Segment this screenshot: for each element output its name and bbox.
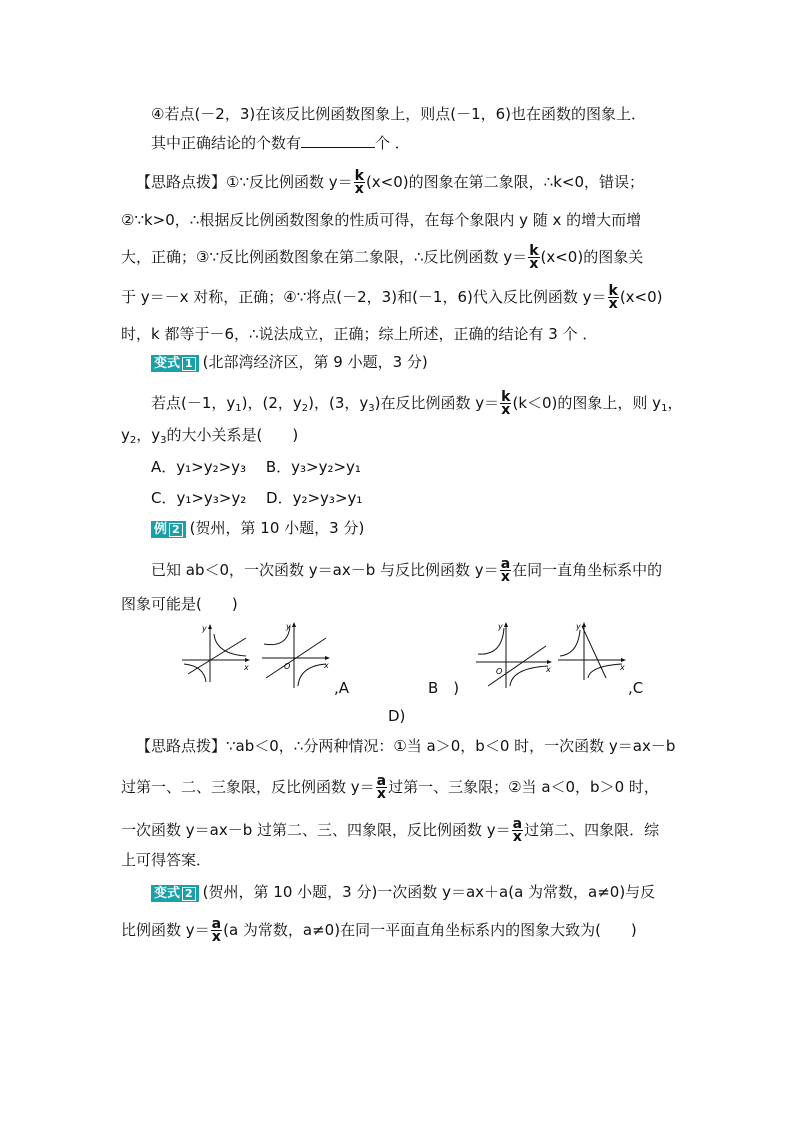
variant-2-line-2: 比例函数 y＝ $\frac{a}{x}$ (a 为常数，a≠0)在同一平面直角坐标系内的图象大致为( )	[121, 916, 637, 945]
hint2-line-3: 一次函数 y＝ax－b 过第二、三、四象限，反比例函数 y＝ $\frac{a}{x}$ 过第二、四象限．综	[121, 816, 660, 845]
svg-text:x: x	[324, 661, 329, 670]
fraction-a-over-x: $\frac{a}{x}$	[512, 816, 523, 845]
example-tag: 例 2	[151, 521, 186, 538]
caption-b: B )	[428, 679, 460, 697]
variant-2-line-1: 变式 2 (贺州，第 10 小题，3 分)一次函数 y＝ax＋a(a 为常数，a≠0)与反	[151, 882, 655, 902]
graph-option-a[interactable]	[180, 622, 252, 684]
option-row-ab[interactable]: A．y₁>y₂>y₃ B．y₃>y₂>y₁	[151, 458, 361, 476]
example-2-header	[151, 518, 364, 538]
fraction-k-over-x: $\frac{k}{x}$	[501, 389, 511, 418]
svg-text:y: y	[498, 622, 503, 631]
svg-text:O: O	[496, 667, 503, 676]
hint-text: 【思路点拨】①∵反比例函数 y＝	[136, 173, 353, 191]
hint-line-1	[136, 170, 644, 195]
caption-a: ,A	[334, 679, 350, 697]
graph-option-c[interactable]	[474, 620, 554, 690]
variant-tag: 变式 2	[151, 885, 199, 902]
question-line	[151, 133, 410, 153]
variant-1-question-2: $y_2$，$y_3$的大小关系是( )	[121, 426, 299, 446]
fraction-k-over-x: $\frac{k}{x}$	[529, 243, 539, 272]
hint2-line-1: 【思路点拨】∵ab＜0，∴分两种情况：①当 a＞0，b＜0 时，一次函数 y＝ax－b	[136, 737, 676, 755]
example-2-question: 已知 ab＜0，一次函数 y＝ax－b 与反比例函数 y＝ $\frac{a}{x}$ 在同一直角坐标系中的	[151, 556, 663, 585]
hint-text: (x<0)的图象关	[540, 248, 644, 266]
svg-text:O: O	[284, 662, 291, 671]
svg-text:y: y	[576, 622, 581, 631]
svg-text:y: y	[202, 624, 207, 633]
hint2-line-4: 上可得答案．	[121, 851, 212, 869]
question-tail: 个 ．	[375, 134, 410, 152]
fraction-a-over-x: $\frac{a}{x}$	[376, 773, 387, 802]
variant-source: (北部湾经济区，第 9 小题，3 分)	[202, 353, 428, 371]
statement-4: ④若点(－2，3)在该反比例函数图象上，则点(－1，6)也在函数的图象上．	[151, 105, 647, 123]
svg-text:x: x	[546, 665, 551, 674]
hint-line-5: 时，k 都等于－6，∴说法成立，正确；综上所述，正确的结论有 3 个 ．	[121, 325, 598, 343]
hint2-line-2: 过第一、二、三象限，反比例函数 y＝ $\frac{a}{x}$ 过第一、三象限；②当 a＜0，b＞0 时，	[121, 773, 659, 802]
graph-option-b[interactable]	[260, 620, 332, 690]
caption-d: D)	[388, 707, 406, 725]
example-source: (贺州，第 10 小题，3 分)	[189, 519, 365, 537]
hint-text: 于 y＝－x 对称，正确；④∵将点(－2，3)和(－1，6)代入反比例函数 y＝	[121, 288, 607, 306]
fraction-k-over-x: $\frac{k}{x}$	[354, 168, 364, 197]
variant-1-header	[151, 352, 428, 372]
hint-line-2: ②∵k>0，∴根据反比例函数图象的性质可得，在每个象限内 y 随 x 的增大而增	[121, 211, 642, 229]
fraction-a-over-x: $\frac{a}{x}$	[500, 556, 511, 585]
hint-text: (x<0)的图象在第二象限，∴k<0，错误；	[365, 173, 644, 191]
svg-text:y: y	[286, 622, 291, 631]
variant-1-question: 若点(－1，$y_1$)，(2，$y_2$)，(3，$y_3$)在反比例函数 y＝ $\frac{k}{x}$ (k＜0)的图象上，则 $y_1$，	[151, 389, 683, 418]
hint-line-3	[121, 245, 643, 270]
hint-line-4	[121, 285, 663, 310]
caption-c: ,C	[628, 679, 644, 697]
graph-option-d[interactable]	[556, 620, 628, 682]
svg-text:x: x	[620, 663, 625, 672]
question-text: 其中正确结论的个数有	[151, 134, 302, 152]
hint-text: 大，正确；③∵反比例函数图象在第二象限，∴反比例函数 y＝	[121, 248, 528, 266]
example-2-question-2: 图象可能是( )	[121, 595, 238, 613]
svg-text:x: x	[244, 663, 249, 672]
hint-text: (x<0)	[619, 288, 663, 306]
fraction-k-over-x: $\frac{k}{x}$	[608, 283, 618, 312]
fraction-a-over-x: $\frac{a}{x}$	[211, 916, 222, 945]
option-row-cd[interactable]: C．y₁>y₃>y₂ D．y₂>y₃>y₁	[151, 489, 363, 507]
variant-tag: 变式 1	[151, 355, 199, 372]
answer-blank[interactable]	[301, 133, 375, 148]
